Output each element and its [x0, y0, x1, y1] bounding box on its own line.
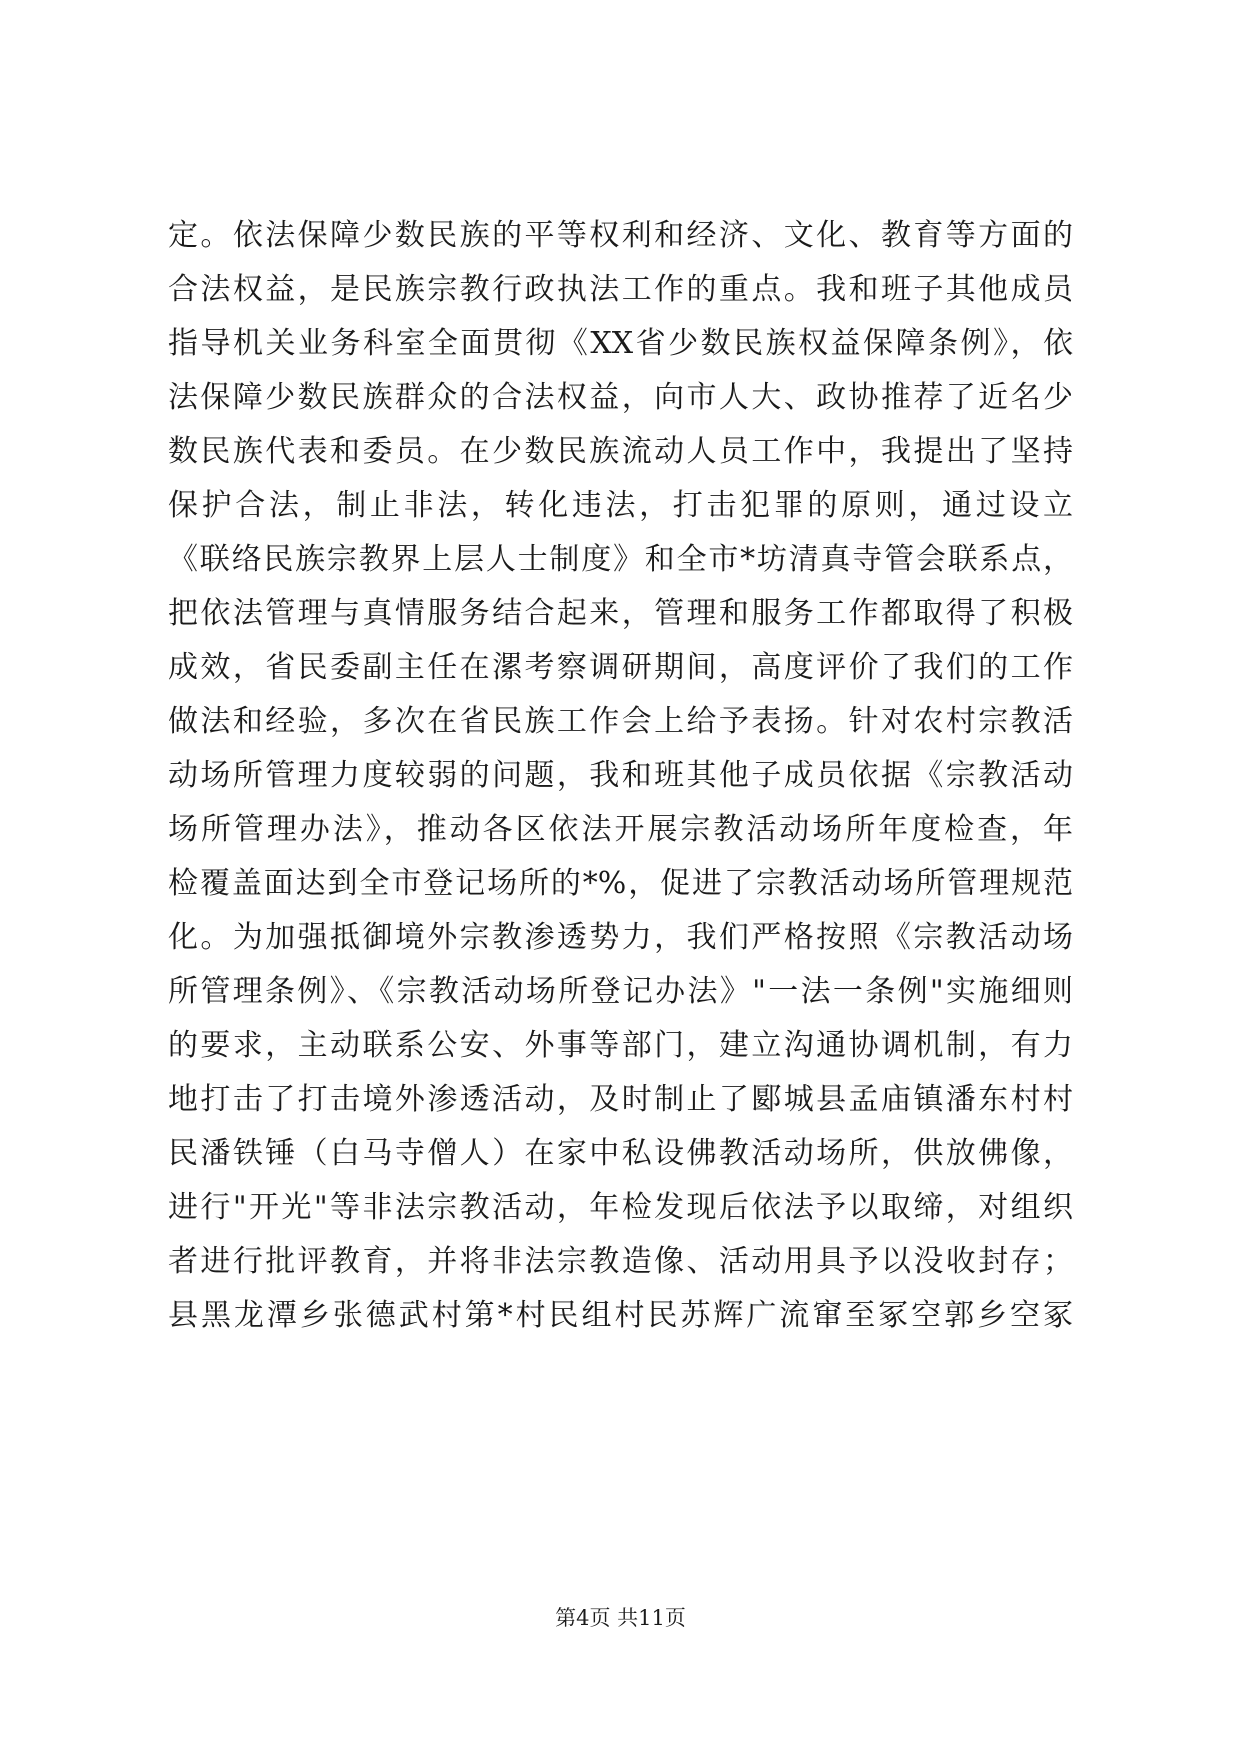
body-text-line: 的要求，主动联系公安、外事等部门，建立沟通协调机制，有力 — [168, 1028, 1073, 1063]
body-text-line: 法保障少数民族群众的合法权益，向市人大、政协推荐了近名少 — [168, 380, 1073, 415]
body-text-line: 化。为加强抵御境外宗教渗透势力，我们严格按照《宗教活动场 — [168, 920, 1073, 955]
body-text-line: 合法权益，是民族宗教行政执法工作的重点。我和班子其他成员 — [168, 272, 1073, 307]
body-text-line: 所管理条例》、《宗教活动场所登记办法》"一法一条例"实施细则 — [168, 974, 1073, 1009]
body-text-line: 把依法管理与真情服务结合起来，管理和服务工作都取得了积极 — [168, 596, 1073, 631]
body-text-line: 民潘铁锤（白马寺僧人）在家中私设佛教活动场所，供放佛像， — [168, 1136, 1073, 1171]
body-text-line: 保护合法，制止非法，转化违法，打击犯罪的原则，通过设立 — [168, 488, 1073, 523]
body-text-line: 场所管理办法》，推动各区依法开展宗教活动场所年度检查，年 — [168, 812, 1073, 847]
body-text-line: 进行"开光"等非法宗教活动，年检发现后依法予以取缔，对组织 — [168, 1190, 1073, 1225]
body-text-line: 者进行批评教育，并将非法宗教造像、活动用具予以没收封存； — [168, 1244, 1073, 1279]
body-text-line: 动场所管理力度较弱的问题，我和班其他子成员依据《宗教活动 — [168, 758, 1073, 793]
body-text-line: 县黑龙潭乡张德武村第*村民组村民苏辉广流窜至冢空郭乡空冢 — [168, 1298, 1073, 1333]
body-text-line: 定。依法保障少数民族的平等权利和经济、文化、教育等方面的 — [168, 218, 1073, 253]
body-text-line: 成效，省民委副主任在漯考察调研期间，高度评价了我们的工作 — [168, 650, 1073, 685]
body-text-line: 《联络民族宗教界上层人士制度》和全市*坊清真寺管会联系点， — [168, 542, 1073, 577]
body-text-line: 地打击了打击境外渗透活动，及时制止了郾城县孟庙镇潘东村村 — [168, 1082, 1073, 1117]
body-text-line: 检覆盖面达到全市登记场所的*%，促进了宗教活动场所管理规范 — [168, 866, 1073, 901]
page-number-footer: 第4页 共11页 — [555, 1606, 686, 1630]
body-text-line: 指导机关业务科室全面贯彻《XX省少数民族权益保障条例》，依 — [168, 326, 1073, 361]
body-text-line: 做法和经验，多次在省民族工作会上给予表扬。针对农村宗教活 — [168, 704, 1073, 739]
body-text-line: 数民族代表和委员。在少数民族流动人员工作中，我提出了坚持 — [168, 434, 1073, 469]
